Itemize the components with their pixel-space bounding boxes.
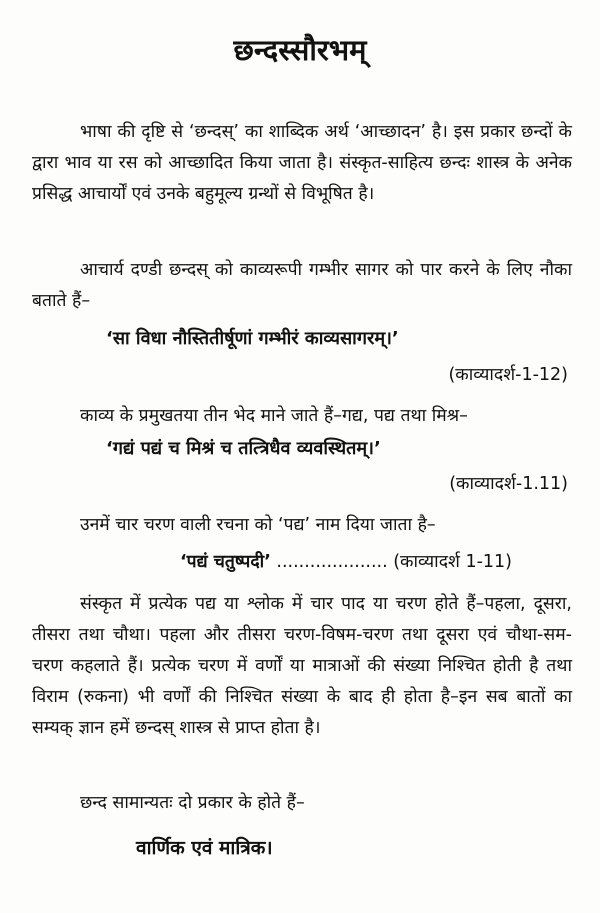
quote-padyam: ‘पद्यं चतुष्पदी’ [180, 552, 271, 572]
reference-1: (काव्यादर्श-1-12) [448, 365, 568, 385]
paragraph-chhand-types: छन्द सामान्यतः दो प्रकार के होते हैं– [80, 793, 305, 813]
dot-leader: .................... [270, 552, 394, 572]
quote-kavyadarsha-2: ‘गद्यं पद्यं च मिश्रं च तत्त्रिधैव व्यवस्थितम्।’ [106, 438, 381, 459]
page-title: छन्दस्सौरभम् [233, 33, 367, 67]
paragraph-meaning: भाषा की दृष्टि से ‘छन्दस्’ का शाब्दिक अर्थ ‘आच्छादन’ है। इस प्रकार छन्दों के द्वारा भाव या रस को आच्छादित किया जाता है। संस्कृत-साहित्य छन्दः शास्त्र के अनेक प्रसिद्ध आचार्यों एवं उनके बहुमूल्य ग्रन्थों से विभूषित है। [32, 122, 572, 204]
reference-3: (काव्यादर्श 1-11) [393, 552, 513, 572]
paragraph-dandi: आचार्य दण्डी छन्दस् को काव्यरूपी गम्भीर सागर को पार करने के लिए नौका बताते हैं– [32, 260, 572, 311]
quote-kavyadarsha-1: ‘सा विधा नौस्तितीर्षूणां गम्भीरं काव्यसागरम्।’ [106, 328, 399, 349]
paragraph-types: काव्य के प्रमुखतया तीन भेद माने जाते हैं–गद्य, पद्य तथा मिश्र– [80, 406, 468, 426]
closing-line: वार्णिक एवं मात्रिक। [136, 837, 273, 859]
quote-line-3 [180, 549, 512, 573]
paragraph-padya: उनमें चार चरण वाली रचना को ‘पद्य’ नाम दिया जाता है– [80, 515, 436, 535]
reference-2: (काव्यादर्श-1.11) [449, 474, 568, 494]
paragraph-charan: संस्कृत में प्रत्येक पद्य या श्लोक में चार पाद या चरण होते हैं–पहला, दूसरा, तीसरा तथा चौथा। पहला और तीसरा चरण-विषम-चरण तथा दूसरा एवं चौथा-सम-चरण कहलाते हैं। प्रत्येक चरण में वर्णों या मात्राओं की संख्या निश्चित होती है तथा विराम (रुकना) भी वर्णों की निश्चित संख्या के बाद ही होता है–इन सब बातों का सम्यक् ज्ञान हमें छन्दस् शास्त्र से प्राप्त होता है। [32, 594, 572, 738]
